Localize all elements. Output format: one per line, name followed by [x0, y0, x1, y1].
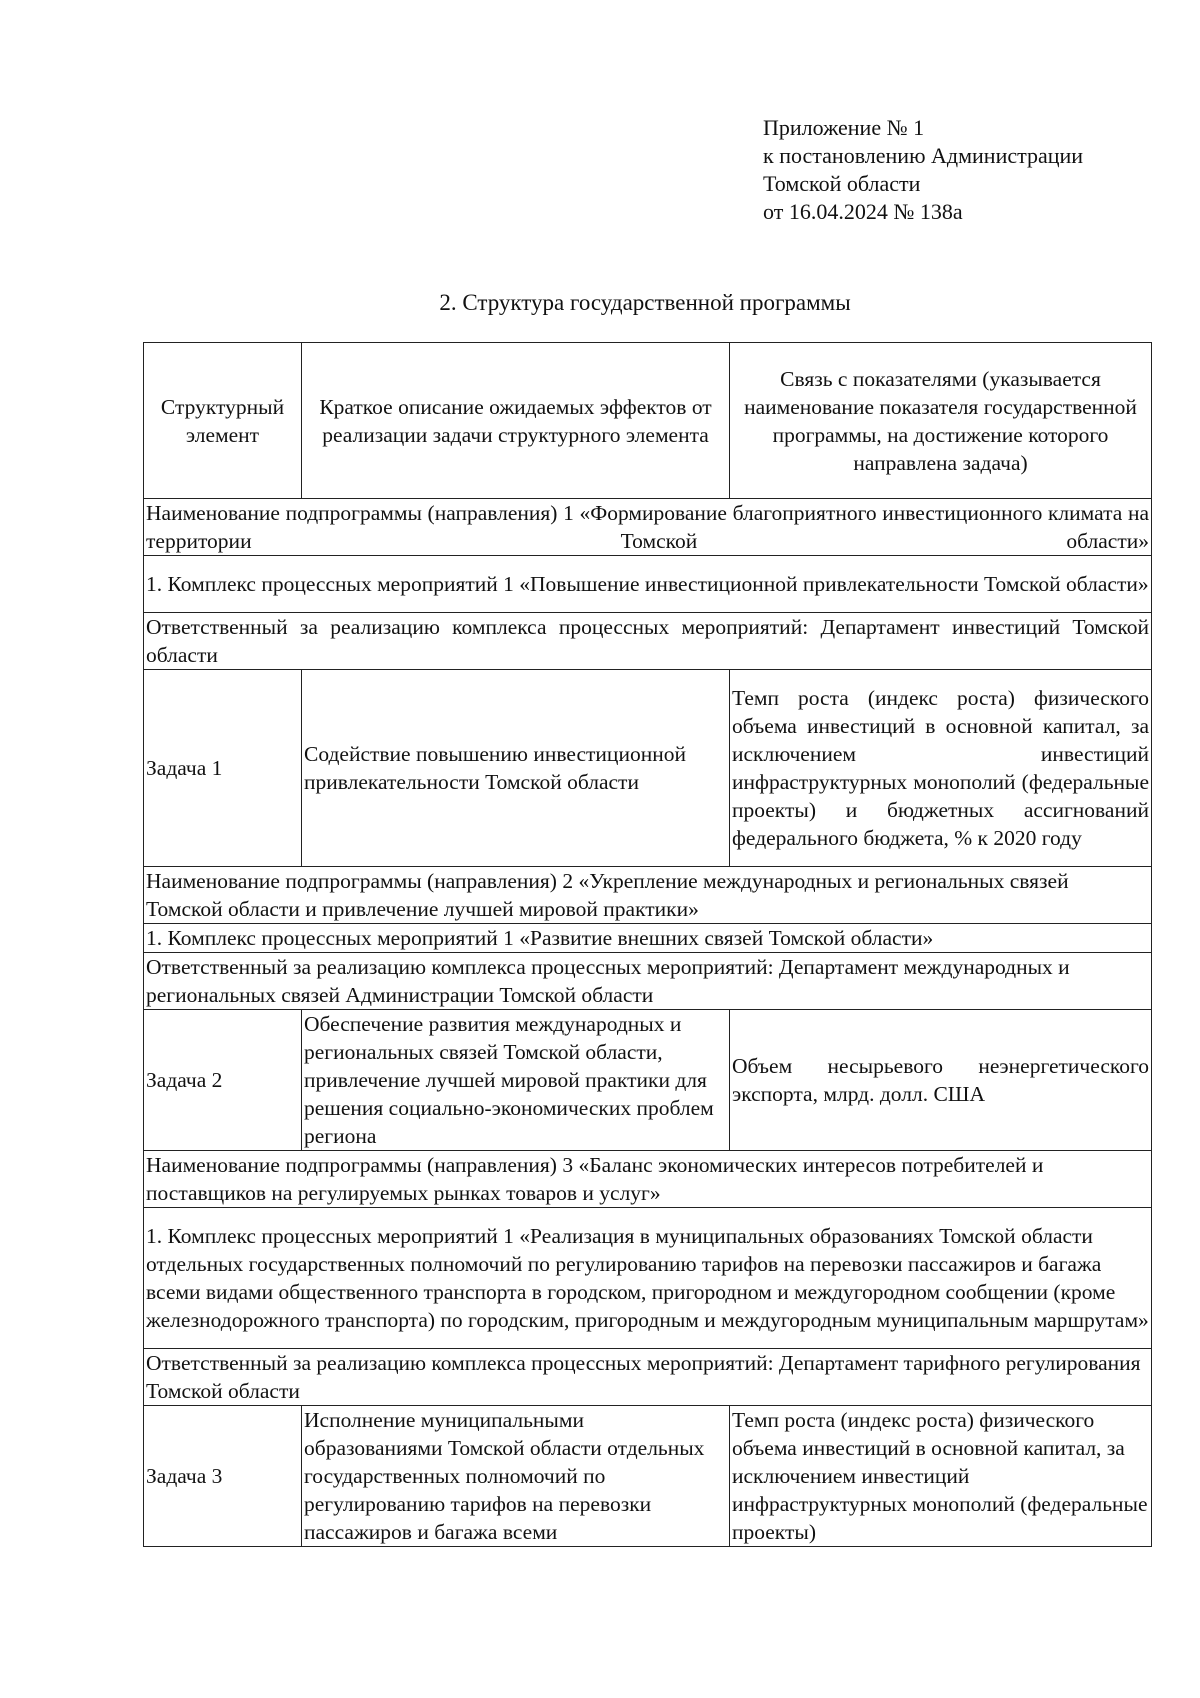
responsible-3: Ответственный за реализацию комплекса процессных мероприятий: Департамент тарифного регулирования Томской области — [144, 1349, 1152, 1406]
appendix-line: от 16.04.2024 № 138а — [763, 199, 963, 224]
task-3-name: Задача 3 — [144, 1406, 302, 1547]
task-1-effect: Содействие повышению инвестиционной привлекательности Томской области — [302, 670, 730, 867]
table-row — [144, 1208, 1152, 1349]
section-title: 2. Структура государственной программы — [439, 290, 851, 315]
table-row — [144, 613, 1152, 670]
appendix-line: Приложение № 1 — [763, 115, 925, 140]
table-row — [144, 1349, 1152, 1406]
table-row — [144, 670, 1152, 867]
task-2-effect: Обеспечение развития международных и региональных связей Томской области, привлечение лучшей мировой практики для решения социально-экономических проблем региона — [302, 1010, 730, 1151]
header-structural-element: Структурный элемент — [144, 343, 302, 499]
subprogram-2-title: Наименование подпрограммы (направления) 2 «Укрепление международных и региональных связей Томской области и привлечение лучшей мировой практики» — [144, 867, 1152, 924]
table-row — [144, 1010, 1152, 1151]
table-row — [144, 1151, 1152, 1208]
complex-1-1-title: 1. Комплекс процессных мероприятий 1 «Повышение инвестиционной привлекательности Томской области» — [144, 556, 1152, 613]
program-structure-table — [143, 342, 1152, 1547]
responsible-2: Ответственный за реализацию комплекса процессных мероприятий: Департамент международных и региональных связей Администрации Томской области — [144, 953, 1152, 1010]
table-header-row — [144, 343, 1152, 499]
subprogram-1-title: Наименование подпрограммы (направления) 1 «Формирование благоприятного инвестиционного климата на территории Томской области» — [144, 499, 1152, 556]
header-effects-description: Краткое описание ожидаемых эффектов от реализации задачи структурного элемента — [302, 343, 730, 499]
task-1-name: Задача 1 — [144, 670, 302, 867]
task-2-indicator: Объем несырьевого неэнергетического экспорта, млрд. долл. США — [730, 1010, 1152, 1151]
table-row — [144, 924, 1152, 953]
header-indicator-link: Связь с показателями (указывается наименование показателя государственной программы, на достижение которого направлена задача) — [730, 343, 1152, 499]
task-3-indicator: Темп роста (индекс роста) физического объема инвестиций в основной капитал, за исключением инвестиций инфраструктурных монополий (федеральные проекты) — [730, 1406, 1152, 1547]
table-row — [144, 953, 1152, 1010]
table-row — [144, 1406, 1152, 1547]
appendix-line: к постановлению Администрации — [763, 143, 1084, 168]
table-row — [144, 556, 1152, 613]
task-2-name: Задача 2 — [144, 1010, 302, 1151]
responsible-1: Ответственный за реализацию комплекса процессных мероприятий: Департамент инвестиций Томской области — [144, 613, 1152, 670]
complex-2-1-title: 1. Комплекс процессных мероприятий 1 «Развитие внешних связей Томской области» — [144, 924, 1152, 953]
table-row — [144, 867, 1152, 924]
task-1-indicator: Темп роста (индекс роста) физического объема инвестиций в основной капитал, за исключением инвестиций инфраструктурных монополий (федеральные проекты) и бюджетных ассигнований федерального бюджета, % к 2020 году — [730, 670, 1152, 867]
task-3-effect: Исполнение муниципальными образованиями Томской области отдельных государственных полномочий по регулированию тарифов на перевозки пассажиров и багажа всеми — [302, 1406, 730, 1547]
appendix-line: Томской области — [763, 171, 921, 196]
appendix-block — [763, 114, 1083, 226]
complex-3-1-title: 1. Комплекс процессных мероприятий 1 «Реализация в муниципальных образованиях Томской области отдельных государственных полномочий по регулированию тарифов на перевозки пассажиров и багажа всеми видами общественного транспорта в городском, пригородном и междугородном сообщении (кроме железнодорожного транспорта) по городским, пригородным и междугородным муниципальным маршрутам» — [144, 1208, 1152, 1349]
table-row — [144, 499, 1152, 556]
subprogram-3-title: Наименование подпрограммы (направления) 3 «Баланс экономических интересов потребителей и поставщиков на регулируемых рынках товаров и услуг» — [144, 1151, 1152, 1208]
